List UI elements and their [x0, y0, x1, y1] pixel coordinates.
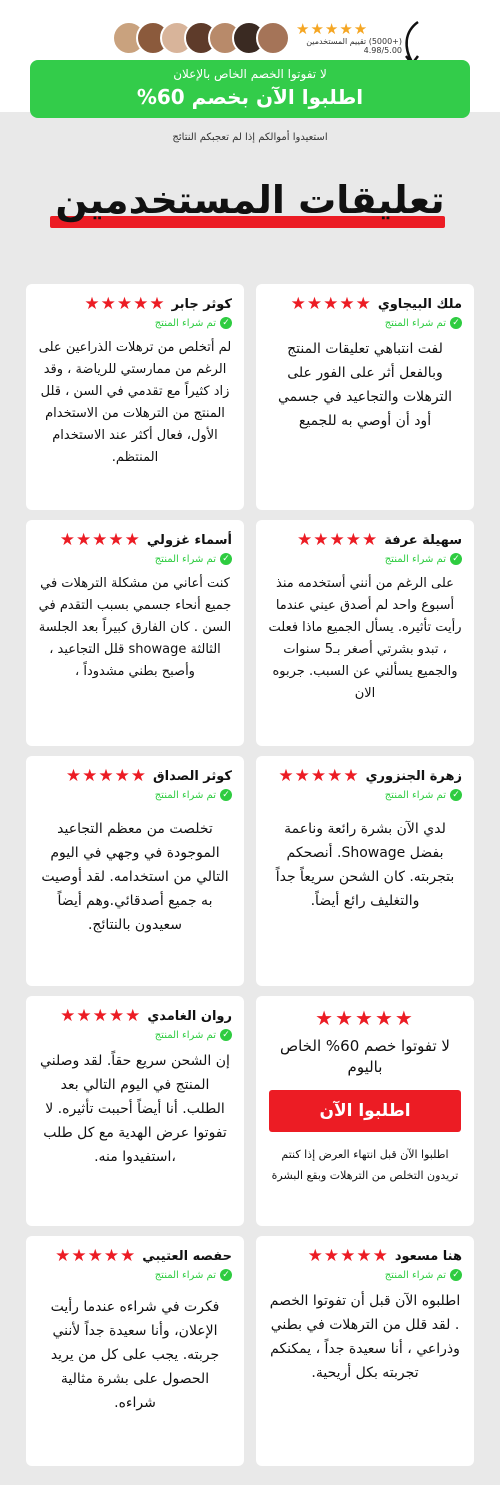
review-stars: ★★★★★	[59, 530, 141, 550]
reviewer-name: كوثر جابر	[171, 296, 232, 312]
review-card	[26, 1236, 244, 1466]
check-icon: ✓	[450, 553, 462, 565]
promo-card	[256, 996, 474, 1226]
verified-label: تم شراء المنتج	[384, 317, 446, 329]
verified-badge	[38, 317, 232, 329]
promo-note: اطلبوا الآن قبل انتهاء العرض إذا كنتم تريدون التخلص من الترهلات وبقع البشرة	[271, 1148, 459, 1182]
review-card	[26, 520, 244, 746]
check-icon: ✓	[220, 1029, 232, 1041]
review-text: فكرت في شراءه عندما رأيت الإعلان، وأنا سعيدة جداً لأنني جربته. يجب على كل من يريد الحصول على بشرة مثالية شراءه.	[50, 1299, 220, 1411]
review-stars: ★★★★★	[60, 1006, 142, 1026]
promo-stars: ★★★★★	[315, 1006, 415, 1030]
review-stars: ★★★★★	[307, 1246, 389, 1266]
review-stars: ★★★★★	[290, 294, 372, 314]
review-stars: ★★★★★	[55, 1246, 137, 1266]
review-text: لم أتخلص من ترهلات الذراعين على الرغم من ممارستي للرياضة ، وقد زاد كثيراً مع تقدمي في السن ، قلل المنتج من الترهلات من الاستخدام الأول، فعال أكثر عند الاستخدام المنتظم.	[38, 340, 232, 465]
verified-badge	[268, 1269, 462, 1281]
rating-info	[296, 21, 402, 55]
refund-note: استعيدوا أموالكم إذا لم تعجبكم النتائج	[172, 132, 328, 143]
review-stars: ★★★★★	[84, 294, 166, 314]
review-text: إن الشحن سريع حقاً. لقد وصلني المنتج في اليوم التالي بعد الطلب. أنا أيضاً أحببت تأثيره. لا تفوتوا عرض الهدية مع كل طلب ،استفيدوا منه.	[40, 1053, 230, 1165]
verified-badge	[38, 789, 232, 801]
verified-label: تم شراء المنتج	[384, 553, 446, 565]
check-icon: ✓	[220, 1269, 232, 1281]
verified-label: تم شراء المنتج	[154, 1269, 216, 1281]
order-now-button[interactable]: اطلبوا الآن	[269, 1090, 461, 1132]
check-icon: ✓	[220, 553, 232, 565]
review-card	[26, 284, 244, 510]
verified-label: تم شراء المنتج	[154, 553, 216, 565]
reviewer-name: ملك البيجاوي	[377, 296, 462, 312]
verified-badge	[38, 1269, 232, 1281]
review-stars: ★★★★★	[297, 530, 379, 550]
check-icon: ✓	[450, 789, 462, 801]
review-text: على الرغم من أنني أستخدمه منذ أسبوع واحد لم أصدق عيني عندما رأيت تأثيره. يسأل الجميع ماذا فعلت ، تبدو بشرتي أصغر بـ5 سنوات والجميع يسألني عن السبب. جربوه الان	[268, 576, 462, 701]
banner-subtitle: لا تفوتوا الخصم الخاص بالإعلان	[173, 67, 327, 81]
review-stars: ★★★★★	[278, 766, 360, 786]
reviewer-name: حفصه العتيبي	[142, 1248, 232, 1264]
verified-badge	[38, 1029, 232, 1041]
rating-text: (+5000) تقييم المستخدمين 4.98/5.00	[306, 37, 402, 55]
review-stars: ★★★★★	[65, 766, 148, 786]
reviewer-name: سهيلة عرفة	[384, 532, 462, 548]
section-title: تعليقات المستخدمين	[55, 178, 445, 222]
check-icon: ✓	[450, 317, 462, 329]
verified-label: تم شراء المنتج	[154, 1029, 216, 1041]
verified-badge	[38, 553, 232, 565]
review-card	[26, 756, 244, 986]
review-card	[256, 756, 474, 986]
reviewer-name: كوثر الصداق	[153, 768, 232, 784]
check-icon: ✓	[220, 789, 232, 801]
reviewer-name: زهرة الجنزوري	[365, 768, 462, 784]
avatar-group	[112, 21, 290, 55]
discount-banner[interactable]	[30, 60, 470, 118]
reviewer-name: هنا مسعود	[394, 1248, 462, 1264]
verified-badge	[268, 317, 462, 329]
verified-label: تم شراء المنتج	[154, 317, 216, 329]
review-card	[256, 284, 474, 510]
review-text: تخلصت من معظم التجاعيد الموجودة في وجهي في اليوم التالي من استخدامه. لقد أوصيت به جميع أصدقائي.وهم أيضاً سعيدون بالنتائج.	[41, 821, 229, 933]
review-text: لفت انتباهي تعليقات المنتج وبالفعل أثر على الفور على الترهلات والتجاعيد في جسمي أود أن أوصي به للجميع	[277, 341, 452, 429]
review-text: لدي الآن بشرة رائعة وناعمة بفضل Showage. أنصحكم بتجربته. كان الشحن سريعاً جداً والتغليف رائع أيضاً.	[275, 821, 455, 909]
reviewer-name: روان الغامدي	[147, 1008, 232, 1024]
verified-label: تم شراء المنتج	[154, 789, 216, 801]
rating-stars: ★★★★★	[296, 20, 369, 38]
verified-label: تم شراء المنتج	[384, 789, 446, 801]
review-text: اطلبوه الآن قبل أن تفوتوا الخصم . لقد قلل من الترهلات في بطني وذراعي ، أنا سعيدة جداً ، يمكنكم تجربته بكل أريحية.	[269, 1293, 461, 1381]
promo-title: لا تفوتوا خصم 60% الخاص باليوم	[280, 1037, 450, 1076]
section-title-wrap	[0, 178, 500, 222]
review-card	[256, 1236, 474, 1466]
verified-badge	[268, 789, 462, 801]
verified-badge	[268, 553, 462, 565]
avatar	[256, 21, 290, 55]
review-card	[26, 996, 244, 1226]
reviewer-name: أسماء غزولي	[146, 532, 232, 548]
verified-label: تم شراء المنتج	[384, 1269, 446, 1281]
banner-headline: اطلبوا الآن بخصم 60%	[136, 85, 364, 109]
review-text: كنت أعاني من مشكلة الترهلات في جميع أنحاء جسمي بسبب التقدم في السن . كان الفارق كبيراً بعد الجلسة الثالثة showage قلل التجاعيد ، وأصبح بطني مشدوداً ،	[38, 576, 232, 679]
review-card	[256, 520, 474, 746]
social-proof-row	[112, 18, 402, 58]
check-icon: ✓	[450, 1269, 462, 1281]
check-icon: ✓	[220, 317, 232, 329]
